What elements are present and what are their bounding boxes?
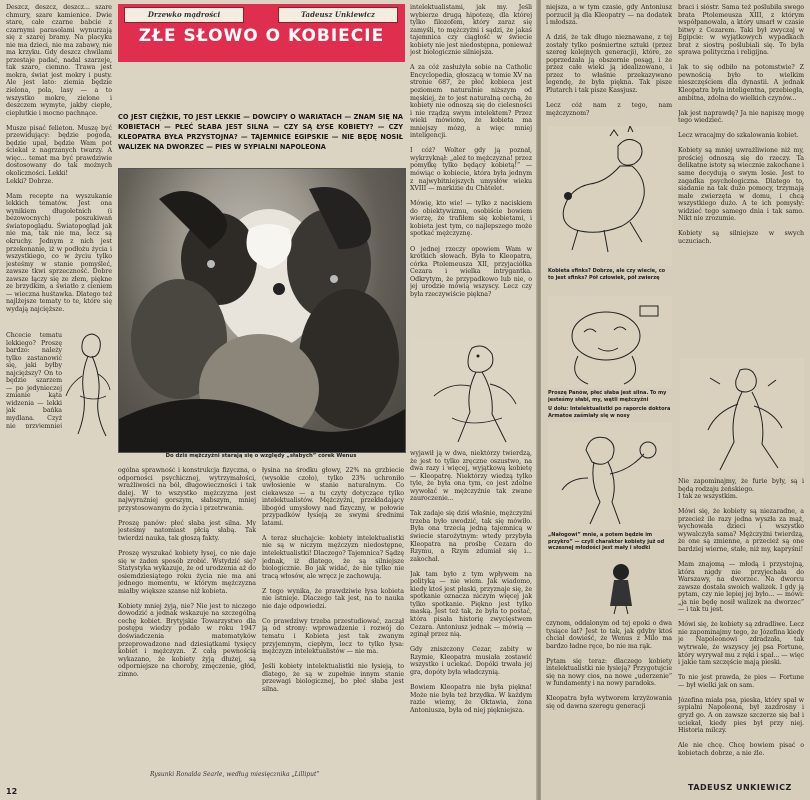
column-6-top: niejsza, a w tym czasie, gdy Antoniusz porzucił ją dla Kleopatry — na dodatek i młodsza. A dziś, że tak długo nieznawane, z tej zostały tylko pośmiertne sztuki (przez szereg kolejnych generacji), które, ze poprzedzała ją obszernie posąg, i że przez całe wieki ją idealizowano, i przez to właśnie przekazywano legendę, że była piękna. Tak pisze Plutarch i tak pisze Kassjusz. Lecz cóż nam z tego, nam mężczyznom? (546, 4, 672, 117)
illustration-photo (118, 168, 406, 453)
lead-paragraph: CO JEST CIĘŻKIE, TO JEST LEKKIE — DOWCIPY O WARIATACH — ZNAM SIĘ NA KOBIETACH — PŁEĆ SŁABA JEST SILNA — CZY SĄ ŁYSE KOBIETY? — CZY KLEOPATRA BYŁA PRZYSTOJNA? — TAJEMNICE EGIPSKIE — NIE BĘDĘ NOSIŁ WALIZEK NA DWORZEC — PIES W SYPIALNI NAPOLEONA (118, 113, 403, 151)
column-7-bottom: Nie zapominajmy, że furie były, są i będą rodzaju żeńskiego. I tak ze wszystkim. Mówi się, że kobiety są niezaradne, a przecież ile razy jedna wyszła za mąż, wychowała dzieci i wszystko wywalczyła sama? Mężczyźni twierdzą, że one są zmienne, a przecież są one bardziej wierne, stałe, niż my, kapryśni! Mam znajomą — młodą i przystojną, która nigdy nie przyjechała do Warszawy, na dworzec. Na dworcu zawsze dostała swoich walizek. I gdy ją pytam, czy nie lepiej jej było... — mówi: „ja nie będę nosił walizek na dworzec” — i tak tu jest. Mówi się, że kobiety są zdradliwe. Lecz nie zapominajmy tego, że Józefina kiedy je Napoleonowi zdradzała, tak wytrwale, że wszyscy jej psa Fortune, który wyrywał mu z ręki i spał... — więc i jakie tam szczęście mają pieski. To nie jest prawda, że pies — Fortune — był wielki jak on sam. Józefina miała psa, pieska, który spał w sypialni Napoleona, był zazdrosny i gryzł go. A on zawsze szczerze się bał i uciekał, kiedy pies był przy niej. Historia milczy. Ale nie chcę. Chcę bowiem pisać o kobietach dobrze, a nie źle. (678, 478, 804, 757)
cartoon-caption-2: Proszę Panów, płeć słaba jest silna. To my jesteśmy słabi, my, wątli mężczyźni (548, 390, 667, 403)
column-4: intelektualistami, jak my. Jeśli wybierze drugą hipotezę, dla której tylko filozofem, który zaraz się zamyśli, to mężczyźni i sądzi, że jakaś tajemnica czy ciągłość w świecie kobiety nie jest niedostępna, ponieważ jest biologicznie silniejsza. A za cóż zasłużyła sobie na Catholic Encyclopedia, głoszącą w tomie XV na stronie 687, że płeć kobieca jest poziomem naturalnie niższym od męskiej, że to jest naturalną cechą, że kobiety nie odnoszą się do cielesności i nie rządzą swym intelektem? Przez wieki mówiono, że kobieta ma mniejszy mózg, a więc mniej inteligencji. I cóż? Wolter gdy ją poznał, wykrzyknął: „ależ to mężczyzna! przez pomyłkę tylko będący kobietą!” — mówiąc o kobiecie, która była jednym z najwybitniejszych umysłów wieku XVIII — markizie du Châtelet. Mówię, kto wie! — tylko z naciskiem do obiektywizmu, osobiście bowiem wierzę, że trafiłem się kobietami, i kobieta jest tym, co najlepszego może spotkać mężczyznę. O jednej rzeczy opowiem Wam w krótkich słowach. Była to Kleopatra, córka Ptolemeusza XII, przyjaciółka Cezara i wielka intrygantka. Odkrytym, że przypadkowo lub nie, o jej urodzie mówią wszyscy. Lecz czy była rzeczywiście piękna? (410, 4, 532, 298)
cartoon-small-figure (596, 560, 646, 616)
photo-caption: Do dziś mężczyźni starają się o względy „słabych” córek Wenus (165, 453, 357, 459)
column-1-bottom: Chcecie tematu lekkiego? Proszę bardzo: należy tylko zastanowić się, jaki byłby najcięższy? On to będzie szarzem — po jedynieczej zmianie kąta widzenia — lekki jak bańka mydlana. Czyż nie przyjemniej (6, 332, 62, 428)
column-1-top: Deszcz, deszcz, deszcz... szare chmury, szare kamienice. Dwie stare, całe czarne babcie z czarnymi parasolami wynurzają się z szarej bramy. Na placyku nie ma dzieci, nie ma zabawy, nie ma krzyku. Gdy deszcz chwilami przestaje padać, nadal szarzeje, tak szaro, ciemno. Trawa jest mokra, świat jest mokry i pusty. Ale jest lato: ziemia będzie zielona, pola, lasy — a to wszystko mokre, zielone i deszczem wymyte, jakby ciepłe, cieplutkie i mocno pachnące. Musze pisać felieton. Muszę być przewidujący: będzie pogoda, będzie upał, będzie Wam pot ściekał z nagrzanych twarzy. A więc... temat ma być prawdziwie dostosowany do tak możnych okoliczności. Lekki! Lekki? Dobrze. Mam recepte na wyszukanie lekkich tematów. Jest ona wynikiem długoletnich (i bezowocnych) poszukiwań światopoglądu. Światopogląd jak nie ma, tak nie ma, lecz są okruchy. Jednym z nich jest przekonanie, iż w podłożu życia i wszystkiego, co w życiu tylko jesteśmy w stanie pomyśleć, zawsze tkwi sprzeczność. Dobre zawsze łączy się ze złem, piękne ze brzydkim, a światło z cieniem — wieczna huśtawka. Dlatego też najlżejsze tematy to te, które się wydają najcięższe. (6, 4, 112, 313)
cartoon-sketch-woman (412, 338, 532, 448)
cartoon-caption-1: Kobieta sfinks? Dobrze, ale czy wiecie, co to jest sfinks? Pół człowiek, pół zwierzę (548, 268, 666, 281)
author-signature: TADEUSZ UNKIEWICZ (688, 783, 792, 792)
cartoon-sphinx (548, 126, 672, 266)
cartoon-woman-walking (680, 358, 804, 476)
author-label: Tadeusz Unkiewicz (278, 7, 398, 23)
column-7-top: braci i sióstr. Sama też poślubiła swego brata Ptolemeusza XIII, z którym współpanowała, a który umarł w czasie bitwy z Cezarem. Taki był zwyczaj w Egipcie: w wyjątkowych wypadkach brat z siostrą poślubiali się. To była sprawa polityczna i religijna. Jak to się odbiło na potomstwie? Z pewnością było to wielkim nieszczęściem dla dynastii. A jednak Kleopatra była inteligentna, przebiegła, ambitna, zdolna do wielkich czynów... Jak jest naprawdę? Ja nie napiszę mogę tego wiedzieć. Lecz wracajmy do szkalowania kobiet. Kobiety są mniej uwrażliwione niż my, prościej odnoszą się do rzeczy. Ta delikatne istoty są wiecznie zakochane i same decydują o swym losie. Jest to zagadka psychologiczna. Dlatego to, siadanie na tak dużo pomocy, trzymają małe zwierzęta w domu, i chcą wszystkiego dużo. A te ich pomysły: widzieć tego samego dnia i tak samo. Nikt nie zrozumie. Kobiety są silniejsze w swych uczuciach. (678, 4, 804, 245)
sketch-figure-left (62, 326, 114, 441)
column-1-bottom-full (6, 432, 112, 782)
article-header (118, 4, 405, 62)
illustration-credit: Rysunki Ronalda Searle, według miesięcznika „Lilliput” (150, 771, 320, 778)
section-label: Drzewko mądrości (124, 7, 244, 23)
photo-figures (119, 169, 405, 452)
cartoon-weak-men (548, 296, 672, 388)
cartoon-caption-3: U dołu: Intelektualistki po raporcie doktora Armatoe zaśmiały się w nosy (548, 406, 671, 419)
cartoon-girl-candy (548, 422, 672, 530)
column-2: ogólna sprawność i konstrukcja fizyczna, o odporności psychicznej, wytrzymałości, wrażliwości na ból, długowieczności i tak dalej. W to wszystko mężczyzna jest najwyraźniej gorszym, słabszym, mniej przystosowanym do życia i przetrwania. Proszę panów: płeć słaba jest silna. My jesteśmy natomiast płcią słabą. Tak twierdzi nauka, tak głoszą fakty. Proszę wyszukać kobiety łysej, co nie daje się w żaden sposób zrobić. Wstydzić się? Statystyka wykazuje, że od urodzenia aż do osiemdziesiątego roku życia nie ma ani jednego momentu, w którym mężczyzna miałby większe szanse niż kobieta. Kobiety mniej żyją, nie? Nie jest to niczego dowodzić a jednak wskazuje na szczególną cechę kobiet. Brytyjskie Towarzystwo dla postępu wiedzy podało w roku 1947 doświadczenia matematyków przeprowadzone nad dziesiątkami tysięcy kobiet i mężczyzn. Z całą pewnością wykazano, że kobiety żyją dłużej, są odporniejsze na choroby, zmęczenie, głód, zimno. (118, 467, 256, 678)
column-6-bottom: czynom, oddalonym od tej epoki o dwa tysiące lat? Jest to tak, jak gdyby ktoś chciał dowieść, że Wenus z Milo ma bardzo ładne ręce, bo nie ma rąk. Pytam się teraz: dlaczego kobiety intelektualistki nie łysieją? Przygotujcie się na nowy cios, na nowe „uderzenie” w fundamenty i na nowy paradoks. Kleopatra była wytworem krzyżowania się od dawna szeregu generacji (546, 620, 672, 711)
page-number: 12 (6, 787, 18, 796)
column-3: łysina na środku głowy, 22% na grzbiecie (wysokie czoło), tylko 23% uchroniło uwłosienie w stanie naturalnym. Co ciekawsze — a tu czyty dotyczące tylko intelektualistów. Mężczyźni, przekładający libogód umysłowy nad fizyczny, w połowie przypadków łysieją ze swymi średnimi latami. A teraz słuchajcie: kobiety intelektualistki nie są w niczym mężczyzn niedostępne, intelektualistki! Dlaczego? Tajemnica? Sądzę jednak, iż dlatego, że są silniejsze biologicznie. Bo jak widać, że nie tylko nie tracą włosów, ale wręcz je zachowują. Z tego wynika, że prawdziwie łysa kobieta nie istnieje. Dlaczego tak jest, na to nauka nie daje odpowiedzi. Co prawdziwy trzeba przestudiować, zaczął ją od strony: wprowadzenie i rozwój do tematu i Kobieta jest tak zwanym przyjemnym, ciepłym, lecz to tylko łysa: mężczyzn intelektualistów — nie ma. Jeśli kobiety intelektualistki nie łysieją, to dlatego, że są w zupełnie innym stanie przewagi biologicznej, bo płeć słaba jest silna. (262, 467, 404, 693)
article-title: ZŁE SŁOWO O KOBIECIE (138, 26, 385, 46)
cartoon-caption-4: „Nałogowi” mnie, a potem będzie im przykro” — czyli charakter kobiety już od wczesnej młodości jest mały i słodki (548, 532, 665, 551)
column-5: wyjawił ją w dwa, niektórzy twierdzą, że jest to tylko zręczne oszustwo, na dwa razy i więcej, wyjątkową kobietę — Kleopatrę. Niektórzy wiedzą tylko tyle, że była ona tym, co jest zdolne wywołać w mężczyźnie tak zwane zauroczenie... Tak zadaje się dziś właśnie, mężczyźni trzeba było uwodzić, tak się mówiło. Była ona trzecią jedną tajemnicą w świecie starożytnym: wtedy przybyła Kleopatra na prośbę Cezara do Rzymu, a Rzym zdumiał się i... zakochał. Jak tam było z tym wpływem na polityką — nie wiem. Jak wiadomo, kiedy ktoś jest płaski, przyznaje się, że spotkanie oznacza niczym więcej jak tylko spotkanie. Piękno jest tylko maską. Jest też tak, że była to postać, która pisała historię zwycięstwem Cezara. Antoniusz jednak — mówią — zginął przez nią. Gdy zniszczony Cezar, zabity w Rzymie, Kleopatra musiała zostawić wszystko i uciekać. Dopóki trwała jej gra, dopóty była władczynią. Bowiem Kleopatra nie była piękna! Może nie była też brzydka. W każdym razie wiemy, że Oktawia, żona Antoniusza, była od niej piękniejsza. (410, 450, 532, 714)
